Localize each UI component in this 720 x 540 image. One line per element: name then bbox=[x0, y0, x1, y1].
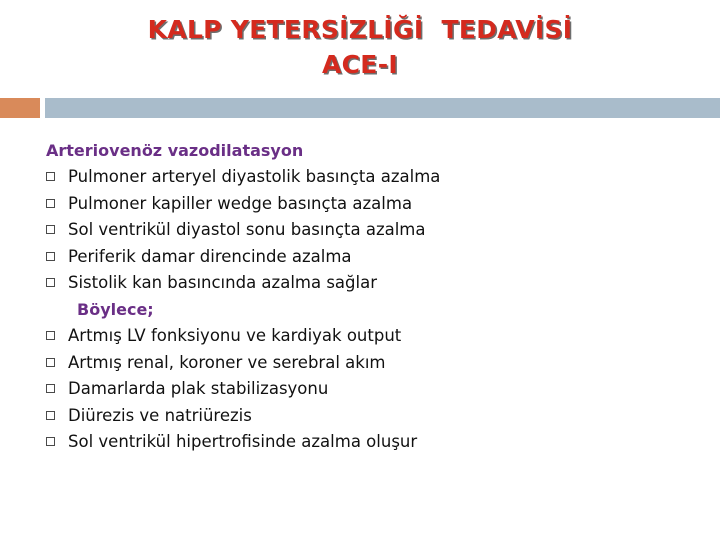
list-item bbox=[46, 191, 706, 218]
list-item-text: Sol ventrikül diyastol sonu basınçta azalma bbox=[68, 220, 426, 239]
square-bullet-icon bbox=[46, 411, 55, 420]
list-item-text: Damarlarda plak stabilizasyonu bbox=[68, 379, 329, 398]
list-item-text: Diürezis ve natriürezis bbox=[68, 405, 252, 425]
section-heading: Arteriovenöz vazodilatasyon bbox=[46, 141, 304, 160]
list-item-text: Pulmoner kapiller wedge basınçta azalma bbox=[68, 193, 413, 213]
list-item bbox=[46, 429, 706, 456]
slide-title bbox=[0, 12, 720, 82]
subheading: Böylece; bbox=[77, 299, 154, 319]
accent-bar-gray bbox=[45, 98, 720, 118]
list-item-text: Sol ventrikül hipertrofisinde azalma oluşur bbox=[68, 432, 418, 451]
slide-title-line-1: KALP YETERSİZLİĞİ TEDAVİSİ bbox=[147, 15, 573, 44]
list-item bbox=[46, 217, 706, 244]
list-item bbox=[46, 376, 706, 403]
list-item bbox=[46, 164, 706, 191]
square-bullet-icon bbox=[46, 384, 55, 393]
list-item-text: Artmış LV fonksiyonu ve kardiyak output bbox=[68, 326, 402, 345]
list-item-text: Artmış renal, koroner ve serebral akım bbox=[68, 352, 386, 372]
square-bullet-icon bbox=[46, 358, 55, 367]
list-item-text: Periferik damar direncinde azalma bbox=[68, 246, 352, 266]
list-item-text: Pulmoner arteryel diyastolik basınçta azalma bbox=[68, 167, 441, 186]
list-item bbox=[46, 403, 706, 430]
slide-title-line-2: ACE-I bbox=[322, 50, 398, 79]
square-bullet-icon bbox=[46, 278, 55, 287]
list-item bbox=[46, 323, 706, 350]
list-item bbox=[46, 350, 706, 377]
accent-bar-orange bbox=[0, 98, 40, 118]
list-item-text: Sistolik kan basıncında azalma sağlar bbox=[68, 273, 377, 292]
list-item bbox=[46, 270, 706, 297]
square-bullet-icon bbox=[46, 199, 55, 208]
square-bullet-icon bbox=[46, 225, 55, 234]
slide-content bbox=[46, 138, 706, 456]
square-bullet-icon bbox=[46, 252, 55, 261]
square-bullet-icon bbox=[46, 437, 55, 446]
list-item bbox=[46, 244, 706, 271]
square-bullet-icon bbox=[46, 331, 55, 340]
square-bullet-icon bbox=[46, 172, 55, 181]
